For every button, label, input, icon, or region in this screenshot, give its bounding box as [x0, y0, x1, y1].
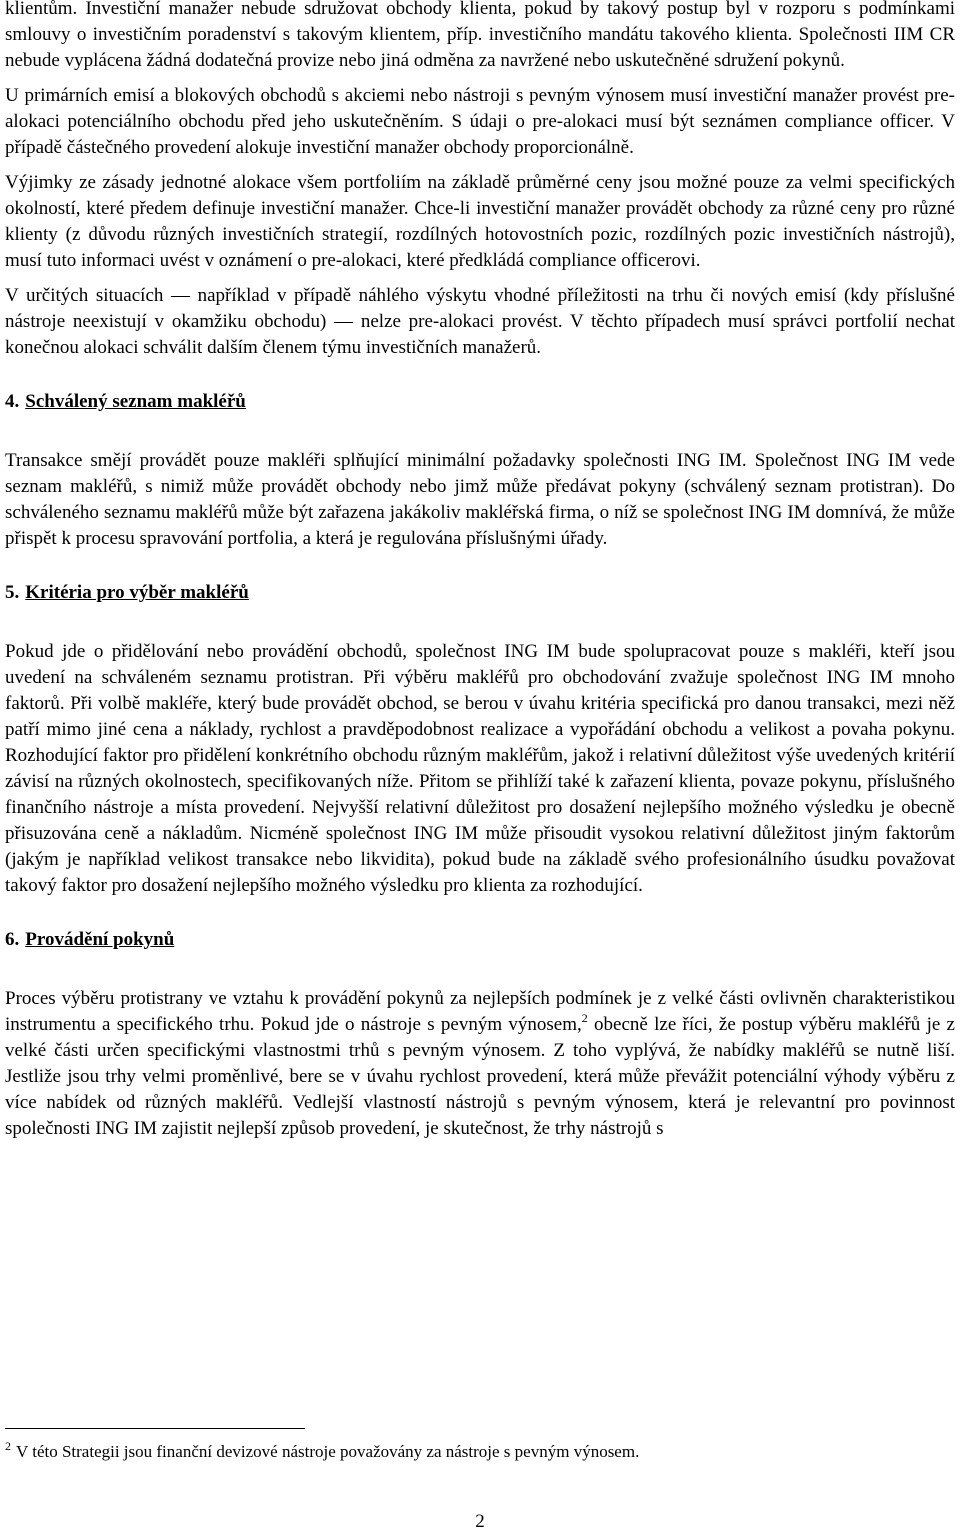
section-4-heading	[5, 389, 955, 415]
section-5-heading	[5, 580, 955, 606]
section-4-paragraph: Transakce smějí provádět pouze makléři splňující minimální požadavky společnosti ING IM. Společnost ING IM vede seznam makléřů, s nimiž může provádět obchody nebo jimž může předávat pokyny (schválený seznam protistran). Do schváleného seznamu makléřů může být zařazena jakákoliv makléřská firma, o níž se společnost ING IM domnívá, že může přispět k procesu spravování portfolia, a která je regulována příslušnými úřady.	[5, 450, 955, 549]
section-6-text-part-2: obecně lze říci, že postup výběru makléřů je z velké části určen specifickými vlastnostmi trhů s pevným výnosem. Z toho vyplývá, že nabídky makléřů se nutně liší. Jestliže jsou trhy velmi proměnlivé, bere se v úvahu rychlost provedení, která může převážit potenciální výhody výběru z více nabídek od různých makléřů. Vedlejší vlastností nástrojů s pevným výnosem, která je relevantní pro povinnost společnosti ING IM zajistit nejlepší způsob provedení, je skutečnost, že trhy nástrojů s	[5, 1014, 955, 1139]
section-5-title: Kritéria pro výběr makléřů	[25, 582, 249, 603]
section-4-number: 4.	[5, 391, 20, 412]
section-6-text-part-1: Proces výběru protistrany ve vztahu k provádění pokynů za nejlepších podmínek je z velké části ovlivněn charakteristikou instrumentu a specifického trhu. Pokud jde o nástroje s pevným výnosem,	[5, 988, 955, 1035]
section-6-title: Provádění pokynů	[25, 929, 175, 950]
page-number: 2	[475, 1511, 485, 1532]
section-5-paragraph: Pokud jde o přidělování nebo provádění obchodů, společnost ING IM bude spolupracovat pouze s makléři, kteří jsou uvedení na schváleném seznamu protistran. Při výběru makléřů pro obchodování zvažuje společnost ING IM mnoho faktorů. Při volbě makléře, který bude provádět obchod, se berou v úvahu kritéria specifická pro danou transakci, mezi něž patří mimo jiné cena a náklady, rychlost a pravděpodobnost realizace a vypořádání obchodu a velikost a povaha pokynu. Rozhodující faktor pro přidělení konkrétního obchodu různým makléřům, jakož i relativní důležitost výše uvedených kritérií závisí na různých okolnostech, specifikovaných níže. Přitom se přihlíží také k zařazení klienta, povaze pokynu, příslušného finančního nástroje a místa provedení. Nejvyšší relativní důležitost pro dosažení nejlepšího možného výsledku je obecně přisuzována ceně a nákladům. Nicméně společnost ING IM může přisoudit vysokou relativní důležitost jiným faktorům (jakým je například velikost transakce nebo likvidita), pokud bude na základě svého profesionálního úsudku považovat takový faktor pro dosažení nejlepšího možného výsledku pro klienta za rozhodující.	[5, 641, 955, 896]
footnote-reference[interactable]: 2	[581, 1011, 588, 1025]
section-5-number: 5.	[5, 582, 20, 603]
intro-paragraph-1: klientům. Investiční manažer nebude sdružovat obchody klienta, pokud by takový postup byl v rozporu s podmínkami smlouvy o investičním poradenství s takovým klientem, příp. investičního mandátu takového klienta. Společnosti IIM CR nebude vyplácena žádná dodatečná provize nebo jiná odměna za navržené nebo uskutečněné sdružení pokynů.	[5, 0, 955, 71]
intro-paragraph-2: U primárních emisí a blokových obchodů s akciemi nebo nástroji s pevným výnosem musí investiční manažer provést pre-alokaci potenciálního obchodu před jeho uskutečněním. S údaji o pre-alokaci musí být seznámen compliance officer. V případě částečného provedení alokuje investiční manažer obchody proporcionálně.	[5, 85, 955, 158]
section-4-title: Schválený seznam makléřů	[25, 391, 246, 412]
intro-paragraph-4: V určitých situacích — například v případě náhlého výskytu vhodné příležitosti na trhu či nových emisí (kdy příslušné nástroje neexistují v okamžiku obchodu) — nelze pre-alokaci provést. V těchto případech musí správci portfolií nechat konečnou alokaci schválit dalším členem týmu investičních manažerů.	[5, 285, 955, 358]
footnote-text: V této Strategii jsou finanční devizové nástroje považovány za nástroje s pevným výnosem.	[16, 1442, 640, 1461]
intro-paragraph-3: Výjimky ze zásady jednotné alokace všem portfoliím na základě průměrné ceny jsou možné pouze za velmi specifických okolností, které předem definuje investiční manažer. Chce-li investiční manažer provádět obchody za různé ceny pro různé klienty (z důvodu různých investičních strategií, rozdílných hotovostních pozic, rozdílných pozic investičních nástrojů), musí tuto informaci uvést v oznámení o pre-alokaci, které předkládá compliance officerovi.	[5, 172, 955, 271]
footnote-divider	[5, 1428, 305, 1429]
section-6-paragraph	[5, 986, 955, 1142]
footnote-mark: 2	[5, 1439, 11, 1453]
footnote	[5, 1440, 955, 1464]
section-6-number: 6.	[5, 929, 20, 950]
section-6-heading	[5, 927, 955, 953]
page-body	[5, 0, 955, 1142]
